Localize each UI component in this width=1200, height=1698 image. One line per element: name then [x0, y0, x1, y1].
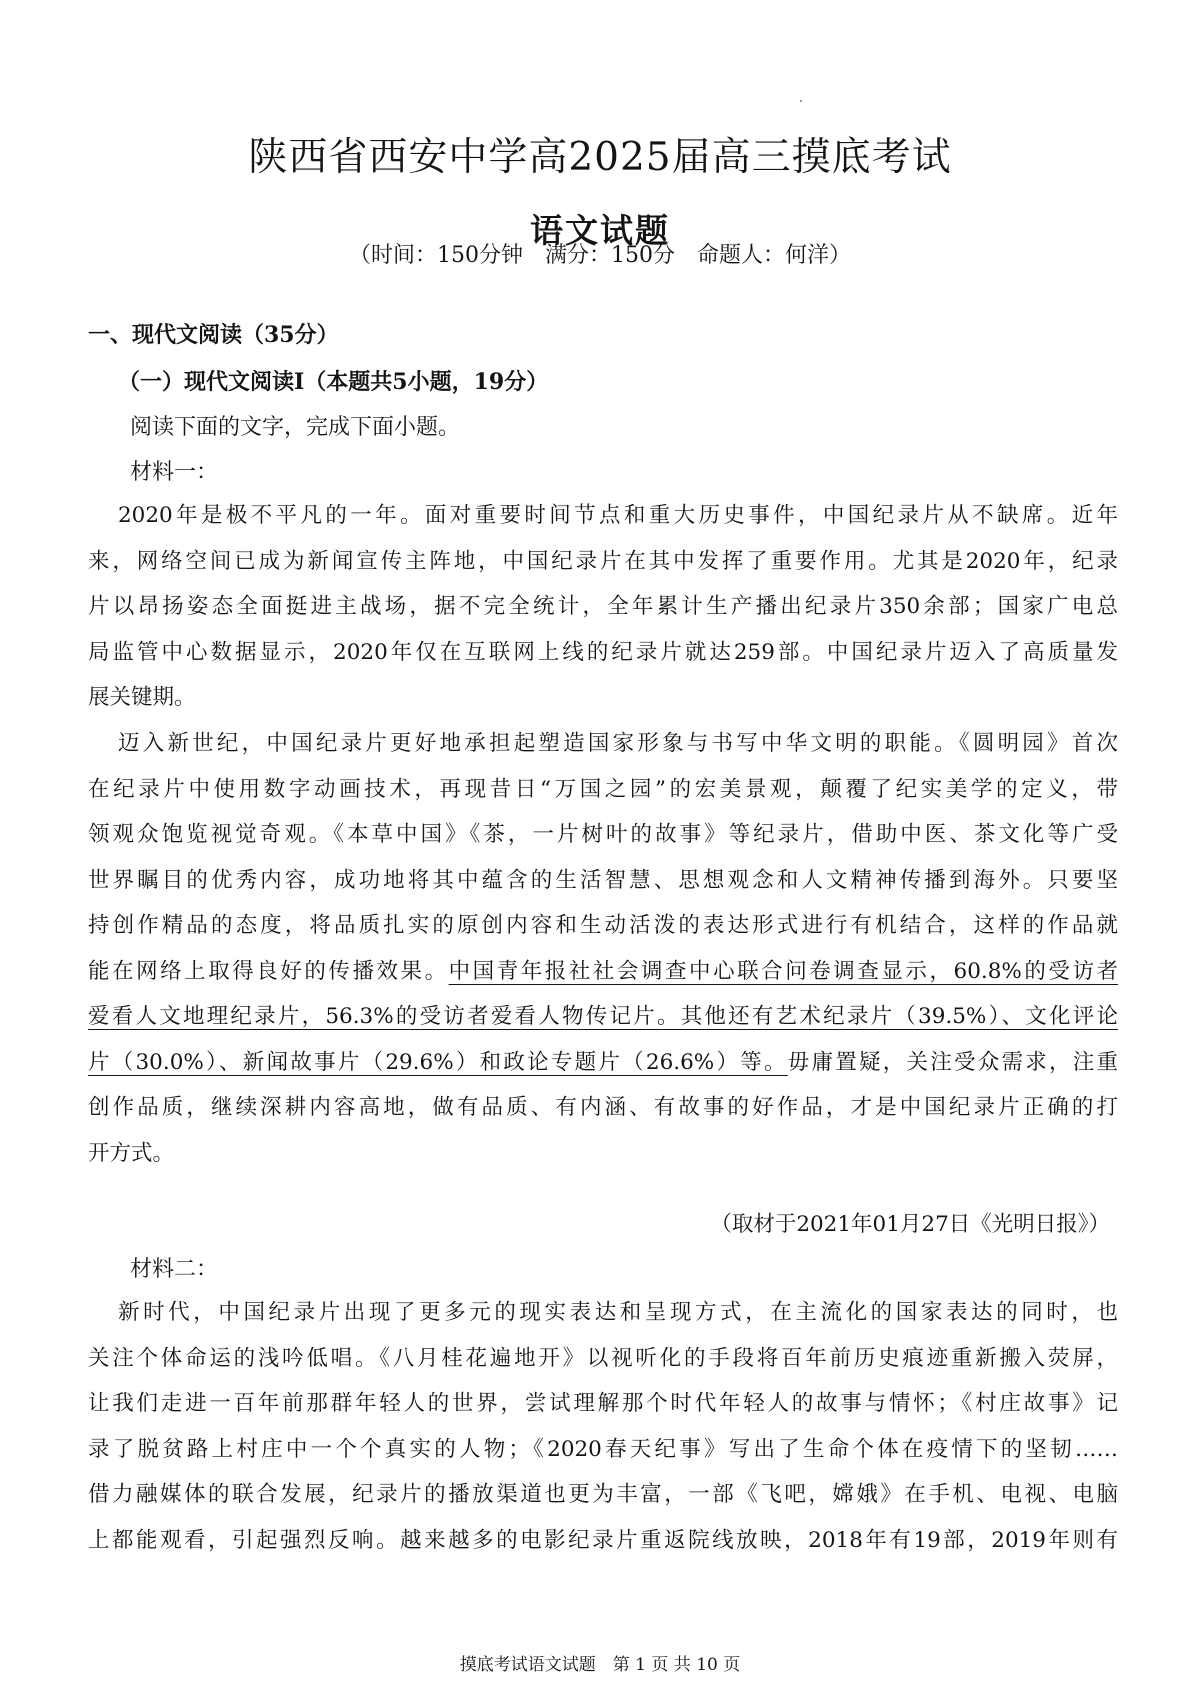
text-segment: 毋庸置疑，关注受众需求，注重 [787, 1049, 1118, 1075]
material-2-paragraph-1 [88, 1290, 1118, 1563]
text-line: 迈入新世纪，中国纪录片更好地承担起塑造国家形象与书写中华文明的职能。《圆明园》首次 [118, 731, 1118, 756]
page-footer: 摸底考试语文试题 第 1 页 共 10 页 [459, 1655, 741, 1675]
material-1-label: 材料一： [130, 460, 219, 485]
text-line: 关注个体命运的浅吟低唱。《八月桂花遍地开》以视听化的手段将百年前历史痕迹重新搬入荧屏， [88, 1345, 1118, 1371]
underlined-text: 中国青年报社社会调查中心联合问卷调查显示，60.8%的受访者 [448, 958, 1118, 984]
underlined-text: 片（30.0%）、新闻故事片（29.6%）和政论专题片（26.6%）等。 [88, 1049, 788, 1075]
exam-title: 陕西省西安中学高2025届高三摸底考试 [248, 135, 952, 180]
scan-dot [800, 100, 802, 102]
text-line: 新时代，中国纪录片出现了更多元的现实表达和呈现方式，在主流化的国家表达的同时，也 [118, 1300, 1118, 1325]
material-1-paragraph-1 [88, 493, 1118, 721]
text-line [88, 1040, 1118, 1086]
text-line [88, 994, 1118, 1040]
text-line: 录了脱贫路上村庄中一个个真实的人物；《2020春天纪事》写出了生命个体在疫情下的坚韧…… [88, 1436, 1118, 1462]
exam-info: （时间：150分钟 满分：150分 命题人：何洋） [349, 243, 851, 268]
text-line: 来，网络空间已成为新闻宣传主阵地，中国纪录片在其中发挥了重要作用。尤其是2020年，纪录 [88, 548, 1118, 574]
text-line: 创作品质，继续深耕内容高地，做有品质、有内涵、有故事的好作品，才是中国纪录片正确的打 [88, 1095, 1118, 1120]
text-line: 上都能观看，引起强烈反响。越来越多的电影纪录片重返院线放映，2018年有19部，2019年则有 [88, 1527, 1118, 1553]
text-line: 片以昂扬姿态全面挺进主战场，据不完全统计，全年累计生产播出纪录片350余部；国家广电总 [88, 594, 1118, 619]
text-segment: 能在网络上取得良好的传播效果。 [88, 958, 449, 984]
text-line: 领观众饱览视觉奇观。《本草中国》《茶，一片树叶的故事》等纪录片，借助中医、茶文化等广受 [88, 822, 1118, 847]
source-citation: （取材于2021年01月27日《光明日报》） [710, 1212, 1110, 1237]
text-line: 局监管中心数据显示，2020年仅在互联网上线的纪录片就达259部。中国纪录片迈入了高质量发 [88, 639, 1118, 665]
text-line: 开方式。 [88, 1140, 175, 1166]
subsection-heading: （一）现代文阅读Ⅰ（本题共5小题，19分） [118, 369, 549, 395]
underlined-text: 爱看人文地理纪录片，56.3%的受访者爱看人物传记片。其他还有艺术纪录片（39.5%）、文化评论 [88, 1004, 1118, 1029]
text-line: 世界瞩目的优秀内容，成功地将其中蕴含的生活智慧、思想观念和人文精神传播到海外。只要坚 [88, 867, 1118, 893]
instruction-text: 阅读下面的文字，完成下面小题。 [130, 415, 461, 440]
text-line: 持创作精品的态度，将品质扎实的原创内容和生动活泼的表达形式进行有机结合，这样的作品就 [88, 913, 1118, 938]
text-line: 在纪录片中使用数字动画技术，再现昔日“万国之园”的宏美景观，颠覆了纪实美学的定义，带 [88, 776, 1118, 802]
section-heading: 一、现代文阅读（35分） [88, 322, 339, 348]
material-1-paragraph-2 [88, 721, 1118, 1176]
text-line: 让我们走进一百年前那群年轻人的世界，尝试理解那个时代年轻人的故事与情怀；《村庄故事》记 [88, 1391, 1118, 1416]
text-line: 展关键期。 [88, 685, 196, 710]
text-line [88, 949, 1118, 995]
subject-title: 语文试题 [530, 211, 670, 250]
text-line: 2020年是极不平凡的一年。面对重要时间节点和重大历史事件，中国纪录片从不缺席。近年 [118, 503, 1118, 528]
text-line: 借力融媒体的联合发展，纪录片的播放渠道也更为丰富，一部《飞吧，嫦娥》在手机、电视、电脑 [88, 1482, 1118, 1507]
material-2-label: 材料二： [130, 1257, 219, 1282]
